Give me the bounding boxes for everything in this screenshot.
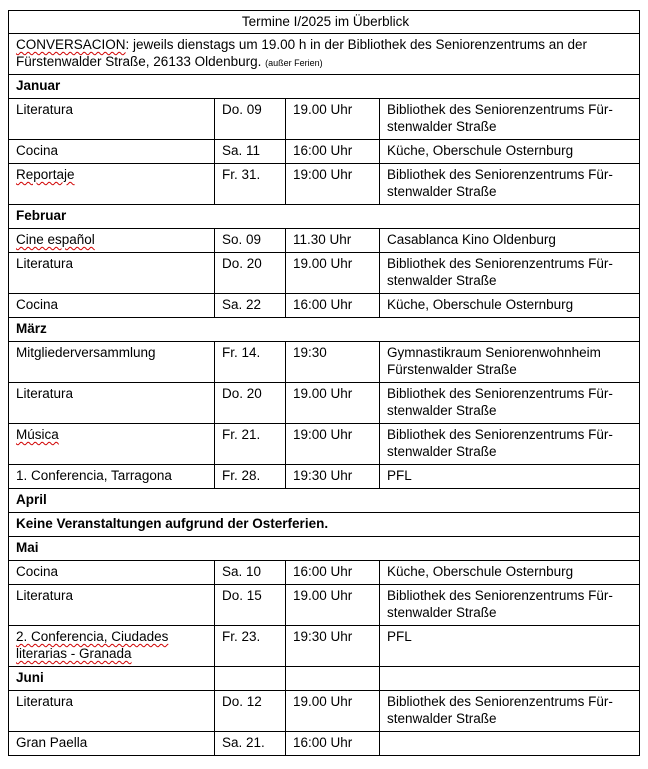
event-time: 11.30 Uhr bbox=[286, 229, 380, 253]
event-row bbox=[9, 561, 640, 585]
event-activity: Cocina bbox=[9, 140, 215, 164]
event-day: Sa. 10 bbox=[215, 561, 286, 585]
event-time: 19.00 Uhr bbox=[286, 253, 380, 294]
event-place: Küche, Oberschule Osternburg bbox=[380, 140, 640, 164]
month-header-row bbox=[9, 318, 640, 342]
event-activity: Cocina bbox=[9, 294, 215, 318]
event-time: 16:00 Uhr bbox=[286, 732, 380, 756]
event-time: 16:00 Uhr bbox=[286, 294, 380, 318]
event-place: PFL bbox=[380, 465, 640, 489]
event-time: 16:00 Uhr bbox=[286, 140, 380, 164]
event-activity: Gran Paella bbox=[9, 732, 215, 756]
event-time: 16:00 Uhr bbox=[286, 561, 380, 585]
event-day: Do. 12 bbox=[215, 691, 286, 732]
event-activity: Literatura bbox=[9, 691, 215, 732]
event-activity bbox=[9, 164, 215, 205]
event-day: Fr. 23. bbox=[215, 626, 286, 667]
event-day: Fr. 21. bbox=[215, 424, 286, 465]
event-activity: Mitgliederversammlung bbox=[9, 342, 215, 383]
event-day: Fr. 31. bbox=[215, 164, 286, 205]
event-day: Fr. 28. bbox=[215, 465, 286, 489]
event-row bbox=[9, 626, 640, 667]
event-activity bbox=[9, 424, 215, 465]
event-place: Bibliothek des Seniorenzentrums Für-stenwalder Straße bbox=[380, 164, 640, 205]
event-activity-text: Música bbox=[16, 427, 59, 442]
event-day: Do. 09 bbox=[215, 99, 286, 140]
event-place: Bibliothek des Seniorenzentrums Für-stenwalder Straße bbox=[380, 383, 640, 424]
event-place: Küche, Oberschule Osternburg bbox=[380, 294, 640, 318]
event-row bbox=[9, 253, 640, 294]
event-time: 19.00 Uhr bbox=[286, 383, 380, 424]
event-time: 19:30 Uhr bbox=[286, 465, 380, 489]
empty-cell bbox=[215, 667, 286, 691]
schedule-document bbox=[8, 10, 639, 756]
event-activity-text: Cine español bbox=[16, 232, 95, 247]
event-time: 19:00 Uhr bbox=[286, 424, 380, 465]
empty-cell bbox=[380, 667, 640, 691]
intro-note: (außer Ferien) bbox=[265, 58, 323, 68]
event-day: So. 09 bbox=[215, 229, 286, 253]
event-day: Sa. 21. bbox=[215, 732, 286, 756]
month-heading: März bbox=[9, 318, 640, 342]
intro-lead: CONVERSACION bbox=[16, 37, 126, 52]
event-place: Bibliothek des Seniorenzentrums Für-stenwalder Straße bbox=[380, 99, 640, 140]
event-activity-text: 2. Conferencia, Ciudades literarias - Granada bbox=[16, 629, 169, 661]
event-row bbox=[9, 465, 640, 489]
event-activity bbox=[9, 626, 215, 667]
event-place: Bibliothek des Seniorenzentrums Für-stenwalder Straße bbox=[380, 691, 640, 732]
event-row bbox=[9, 424, 640, 465]
event-activity: 1. Conferencia, Tarragona bbox=[9, 465, 215, 489]
event-day: Sa. 11 bbox=[215, 140, 286, 164]
month-heading: Januar bbox=[9, 75, 640, 99]
event-row bbox=[9, 732, 640, 756]
event-activity: Cocina bbox=[9, 561, 215, 585]
event-place: PFL bbox=[380, 626, 640, 667]
event-row bbox=[9, 691, 640, 732]
intro-row bbox=[9, 34, 640, 75]
month-header-row bbox=[9, 489, 640, 513]
event-day: Do. 20 bbox=[215, 253, 286, 294]
event-place: Gymnastikraum Seniorenwohnheim Fürstenwalder Straße bbox=[380, 342, 640, 383]
event-day: Do. 15 bbox=[215, 585, 286, 626]
event-activity-text: Reportaje bbox=[16, 167, 75, 182]
event-activity: Literatura bbox=[9, 585, 215, 626]
event-day: Fr. 14. bbox=[215, 342, 286, 383]
event-row bbox=[9, 99, 640, 140]
event-time: 19.00 Uhr bbox=[286, 585, 380, 626]
title-row bbox=[9, 11, 640, 34]
month-heading: Juni bbox=[9, 667, 215, 691]
schedule-title: Termine I/2025 im Überblick bbox=[9, 11, 640, 34]
event-row bbox=[9, 383, 640, 424]
event-row bbox=[9, 585, 640, 626]
intro-text bbox=[9, 34, 640, 75]
event-activity bbox=[9, 229, 215, 253]
month-notice: Keine Veranstaltungen aufgrund der Osterferien. bbox=[9, 513, 640, 537]
month-header-row bbox=[9, 75, 640, 99]
event-row bbox=[9, 229, 640, 253]
schedule-table bbox=[8, 10, 640, 756]
event-day: Sa. 22 bbox=[215, 294, 286, 318]
event-time: 19.00 Uhr bbox=[286, 691, 380, 732]
event-place bbox=[380, 732, 640, 756]
event-place: Küche, Oberschule Osternburg bbox=[380, 561, 640, 585]
event-row bbox=[9, 342, 640, 383]
notice-row bbox=[9, 513, 640, 537]
event-row bbox=[9, 164, 640, 205]
month-heading: April bbox=[9, 489, 640, 513]
event-time: 19.00 Uhr bbox=[286, 99, 380, 140]
event-row bbox=[9, 140, 640, 164]
event-activity: Literatura bbox=[9, 383, 215, 424]
event-time: 19:30 bbox=[286, 342, 380, 383]
event-activity: Literatura bbox=[9, 253, 215, 294]
event-time: 19:00 Uhr bbox=[286, 164, 380, 205]
month-header-row bbox=[9, 667, 640, 691]
event-place: Bibliothek des Seniorenzentrums Für-stenwalder Straße bbox=[380, 253, 640, 294]
month-heading: Februar bbox=[9, 205, 640, 229]
event-time: 19:30 Uhr bbox=[286, 626, 380, 667]
intro-body: : jeweils dienstags um 19.00 h in der Bibliothek des Seniorenzentrums an der Fürstenwalder Straße, 26133 Oldenburg. bbox=[16, 37, 588, 69]
month-header-row bbox=[9, 205, 640, 229]
event-place: Casablanca Kino Oldenburg bbox=[380, 229, 640, 253]
event-place: Bibliothek des Seniorenzentrums Für-stenwalder Straße bbox=[380, 585, 640, 626]
event-place: Bibliothek des Seniorenzentrums Für-stenwalder Straße bbox=[380, 424, 640, 465]
empty-cell bbox=[286, 667, 380, 691]
event-day: Do. 20 bbox=[215, 383, 286, 424]
event-activity: Literatura bbox=[9, 99, 215, 140]
month-header-row bbox=[9, 537, 640, 561]
month-heading: Mai bbox=[9, 537, 640, 561]
event-row bbox=[9, 294, 640, 318]
